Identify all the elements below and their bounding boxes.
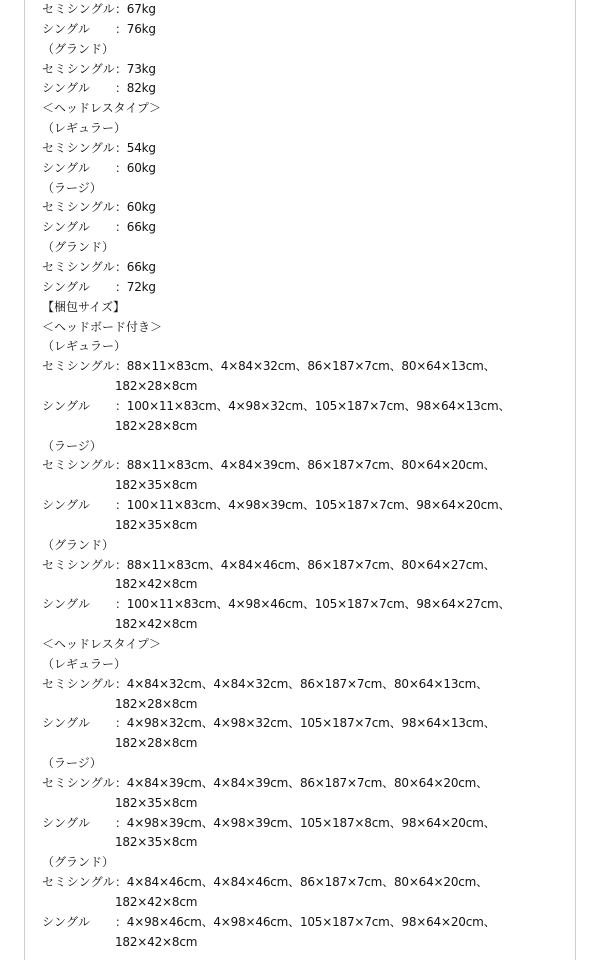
size-spec-row <box>42 139 572 159</box>
section-heading: （レギュラー） <box>42 121 127 136</box>
size-value: ：54kg <box>115 140 156 155</box>
section-heading: （グランド） <box>42 537 115 552</box>
size-spec-row <box>42 814 572 834</box>
size-value: ：66kg <box>115 259 156 274</box>
size-label: セミシングル <box>42 775 115 790</box>
spec-list <box>42 0 572 953</box>
size-value-continuation: 182×28×8cm <box>115 736 198 751</box>
size-value-continuation: 182×42×8cm <box>115 894 198 909</box>
size-label: シングル <box>42 914 91 929</box>
size-label: セミシングル <box>42 140 115 155</box>
size-value: ：72kg <box>115 279 156 294</box>
size-value-continuation: 182×35×8cm <box>115 517 198 532</box>
size-spec-row <box>42 60 572 80</box>
size-value-continuation: 182×28×8cm <box>115 696 198 711</box>
size-value-continuation: 182×28×8cm <box>115 379 198 394</box>
section-heading: （レギュラー） <box>42 656 127 671</box>
size-spec-row <box>42 913 572 933</box>
size-label: セミシングル <box>42 61 115 76</box>
size-value: ：73kg <box>115 61 156 76</box>
left-border-line <box>24 0 25 960</box>
size-value: ：88×11×83cm、4×84×46cm、86×187×7cm、80×64×27cm、 <box>115 557 496 572</box>
section-heading: ＜ヘッドレスタイプ＞ <box>42 101 162 116</box>
size-label: シングル <box>42 815 91 830</box>
size-value: ：60kg <box>115 160 156 175</box>
size-spec-row <box>42 20 572 40</box>
size-value: ：88×11×83cm、4×84×32cm、86×187×7cm、80×64×13cm、 <box>115 359 496 374</box>
size-label: シングル <box>42 220 91 235</box>
size-label: シングル <box>42 716 91 731</box>
size-spec-row <box>42 278 572 298</box>
size-value-continuation: 182×35×8cm <box>115 795 198 810</box>
size-spec-row <box>42 0 572 20</box>
size-value: ：100×11×83cm、4×98×32cm、105×187×7cm、98×64×13cm、 <box>115 398 511 413</box>
size-label: セミシングル <box>42 676 115 691</box>
size-spec-row <box>42 258 572 278</box>
section-heading: 【梱包サイズ】 <box>42 299 126 314</box>
size-label: シングル <box>42 81 91 96</box>
size-value: ：4×98×32cm、4×98×32cm、105×187×7cm、98×64×13cm、 <box>115 716 496 731</box>
size-spec-row <box>42 159 572 179</box>
size-value: ：100×11×83cm、4×98×39cm、105×187×7cm、98×64×20cm、 <box>115 498 511 513</box>
section-heading: （ラージ） <box>42 180 102 195</box>
size-spec-row <box>42 714 572 734</box>
size-spec-row <box>42 218 572 238</box>
size-value: ：67kg <box>115 2 156 16</box>
size-value: ：4×98×46cm、4×98×46cm、105×187×7cm、98×64×20cm、 <box>115 914 496 929</box>
size-value: ：100×11×83cm、4×98×46cm、105×187×7cm、98×64×27cm、 <box>115 597 511 612</box>
size-spec-row <box>42 675 572 695</box>
size-value: ：4×84×39cm、4×84×39cm、86×187×7cm、80×64×20cm、 <box>115 775 488 790</box>
size-value: ：76kg <box>115 21 156 36</box>
right-border-line <box>575 0 576 960</box>
size-label: セミシングル <box>42 557 115 572</box>
size-label: セミシングル <box>42 2 115 16</box>
size-value: ：66kg <box>115 220 156 235</box>
size-value-continuation: 182×35×8cm <box>115 835 198 850</box>
size-spec-row <box>42 456 572 476</box>
size-label: セミシングル <box>42 259 115 274</box>
size-label: セミシングル <box>42 200 115 215</box>
section-heading: ＜ヘッドレスタイプ＞ <box>42 637 162 651</box>
section-heading: （ラージ） <box>42 438 102 453</box>
size-value: ：4×98×39cm、4×98×39cm、105×187×8cm、98×64×20cm、 <box>115 815 496 830</box>
size-spec-row <box>42 595 572 615</box>
size-spec-row <box>42 556 572 576</box>
size-value-continuation: 182×42×8cm <box>115 934 198 949</box>
size-spec-row <box>42 79 572 99</box>
size-spec-row <box>42 198 572 218</box>
size-value-continuation: 182×35×8cm <box>115 478 198 493</box>
section-heading: ＜ヘッドボード付き＞ <box>42 319 163 334</box>
size-label: シングル <box>42 498 91 513</box>
size-label: セミシングル <box>42 875 115 890</box>
size-spec-row <box>42 873 572 893</box>
section-heading: （グランド） <box>42 240 115 255</box>
size-spec-row <box>42 397 572 417</box>
size-label: セミシングル <box>42 458 115 473</box>
size-value-continuation: 182×28×8cm <box>115 418 198 433</box>
section-heading: （グランド） <box>42 41 115 56</box>
size-label: シングル <box>42 279 91 294</box>
size-label: シングル <box>42 21 91 36</box>
size-value: ：4×84×32cm、4×84×32cm、86×187×7cm、80×64×13cm、 <box>115 676 488 691</box>
size-value-continuation: 182×42×8cm <box>115 577 198 592</box>
size-value: ：88×11×83cm、4×84×39cm、86×187×7cm、80×64×20cm、 <box>115 458 496 473</box>
size-value: ：82kg <box>115 81 156 96</box>
section-heading: （グランド） <box>42 855 115 870</box>
size-label: セミシングル <box>42 359 115 374</box>
size-spec-row <box>42 496 572 516</box>
size-spec-row <box>42 774 572 794</box>
size-label: シングル <box>42 160 91 175</box>
size-label: シングル <box>42 597 91 612</box>
section-heading: （レギュラー） <box>42 339 127 354</box>
section-heading: （ラージ） <box>42 756 102 771</box>
size-value: ：4×84×46cm、4×84×46cm、86×187×7cm、80×64×20cm、 <box>115 875 488 890</box>
size-label: シングル <box>42 398 91 413</box>
size-value: ：60kg <box>115 200 156 215</box>
size-spec-row <box>42 357 572 377</box>
size-value-continuation: 182×42×8cm <box>115 617 198 632</box>
